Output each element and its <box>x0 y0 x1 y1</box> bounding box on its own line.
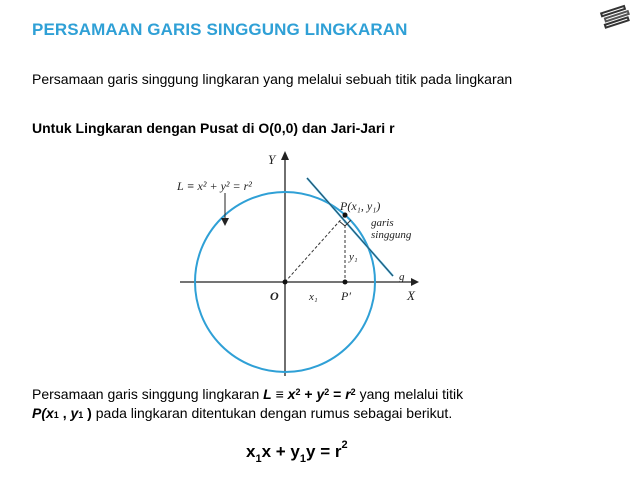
y1-label: y₁ <box>349 251 358 263</box>
x1-label: x₁ <box>309 291 318 303</box>
subheading: Untuk Lingkaran dengan Pusat di O(0,0) dan Jari-Jari r <box>32 120 395 136</box>
point-p-label: P(x₁, y₁) <box>340 199 381 213</box>
page-title: PERSAMAAN GARIS SINGGUNG LINGKARAN <box>32 20 408 39</box>
tangent-circle-diagram <box>175 148 445 378</box>
point-origin <box>283 280 288 285</box>
stacked-books-logo-icon <box>598 4 634 30</box>
point-p <box>343 213 348 218</box>
y-axis-label: Y <box>268 152 276 167</box>
radius-line <box>285 215 345 282</box>
x-axis-arrow <box>411 278 419 286</box>
point-p-prime <box>343 280 348 285</box>
tangent-label-2: singgung <box>371 229 412 241</box>
tangent-formula: $x_1x + y_1y = r^2$ <box>246 439 348 465</box>
g-label: g <box>399 271 405 283</box>
circle-equation-label: L ≡ x² + y² = r² <box>177 179 252 193</box>
intro-text: Persamaan garis singgung lingkaran yang melalui sebuah titik pada lingkaran <box>32 71 513 87</box>
y-axis-arrow <box>281 151 289 160</box>
x-axis-label: X <box>407 288 415 303</box>
tangent-label-1: garis <box>371 217 394 229</box>
p-prime-label: P′ <box>341 289 351 303</box>
origin-label: O <box>270 289 279 303</box>
description-text: Persamaan garis singgung lingkaran $L \equiv x^2 + y^2 = r^2$ yang melalui titik $P(x_1$ , $y_1$ ) pada lingkaran ditentukan dengan rumus sebagai berikut. <box>32 386 464 421</box>
